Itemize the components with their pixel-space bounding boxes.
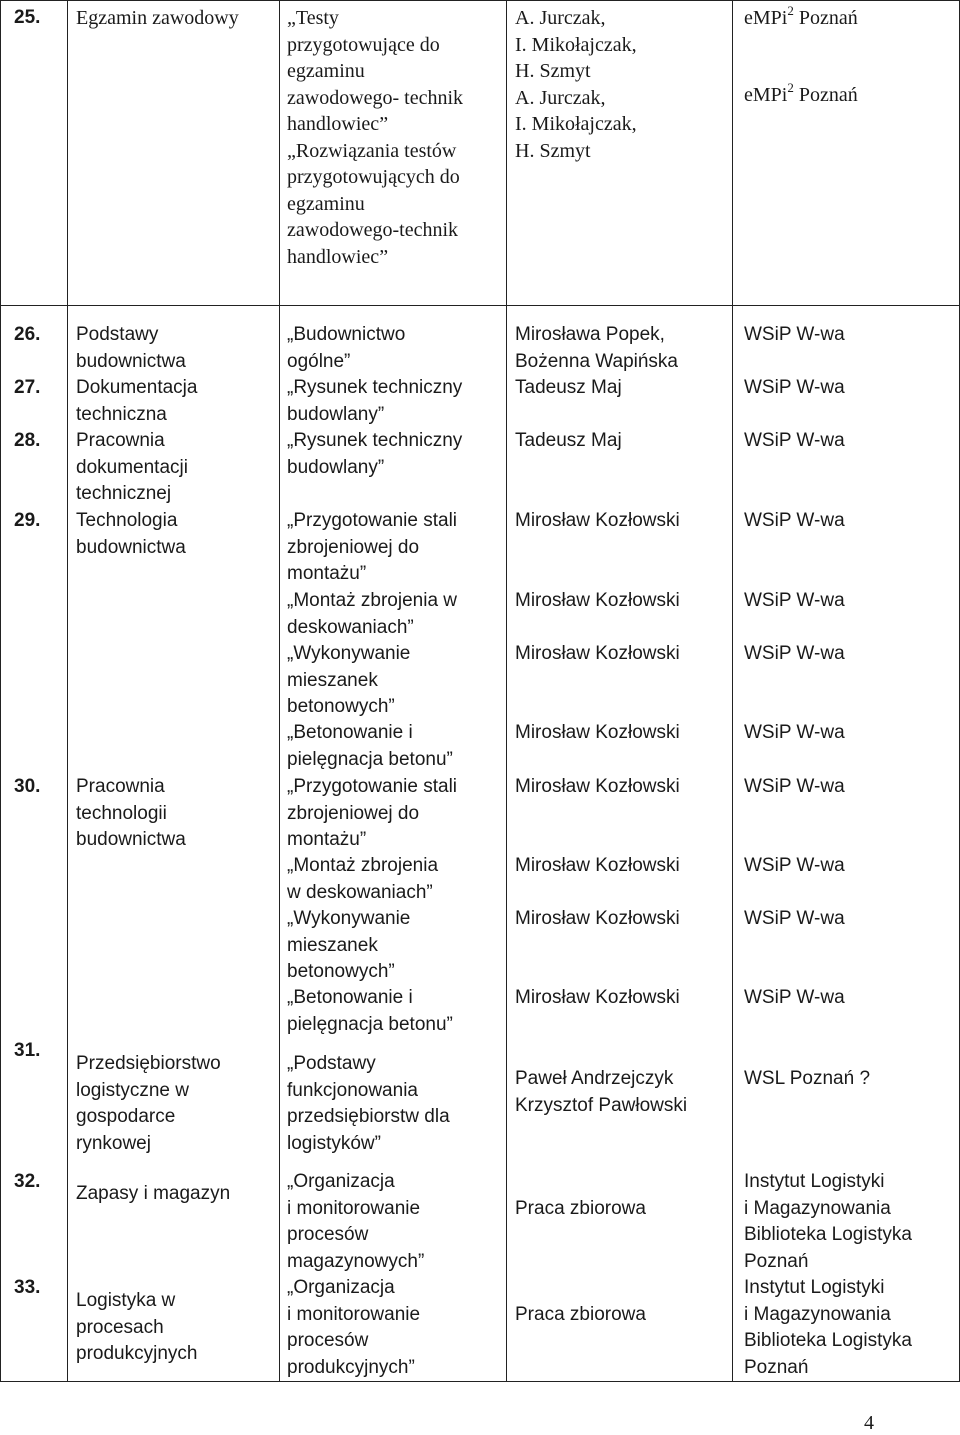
authors: Praca zbiorowa (515, 1198, 646, 1219)
publisher: WSiP W-wa (744, 377, 845, 398)
authors: Mirosław Kozłowski (515, 908, 680, 929)
book-title: „Podstawy funkcjonowania przedsiębiorstw dla logistyków” (287, 1053, 450, 1154)
book-title: „Testy przygotowujące do egzaminu zawodowego- technik handlowiec” „Rozwiązania testów przygotowujących do egzaminu zawodowego-technik handlowiec” (287, 7, 464, 268)
book-title: „Betonowanie i pielęgnacja betonu” (287, 987, 453, 1035)
publisher: WSiP W-wa (744, 855, 845, 876)
book-title: „Rysunek techniczny budowlany” (287, 377, 463, 425)
publisher: eMPi$^2$ Poznań (744, 80, 858, 106)
authors: Mirosław Kozłowski (515, 987, 680, 1008)
publisher: WSL Poznań ? (744, 1068, 871, 1089)
row-number: 31. (14, 1040, 41, 1061)
book-title: „Wykonywanie mieszanek betonowych” (287, 908, 411, 982)
authors: Mirosława Popek, Bożenna Wapińska (515, 324, 679, 372)
page-number: 4 (864, 1412, 874, 1434)
subject: Podstawy budownictwa (76, 324, 186, 372)
book-title: „Organizacja i monitorowanie procesów produkcyjnych” (287, 1277, 421, 1378)
book-title: „Organizacja i monitorowanie procesów magazynowych” (287, 1171, 425, 1272)
book-title: „Budownictwo ogólne” (287, 324, 406, 372)
row-number: 29. (14, 510, 41, 531)
subject: Pracownia dokumentacji technicznej (76, 430, 188, 504)
book-title: „Montaż zbrojenia w deskowaniach” (287, 590, 458, 638)
row-number: 30. (14, 776, 41, 797)
publisher: WSiP W-wa (744, 776, 845, 797)
publisher: WSiP W-wa (744, 722, 845, 743)
authors: A. Jurczak, I. Mikołajczak, H. Szmyt A. Jurczak, I. Mikołajczak, H. Szmyt (515, 7, 637, 162)
authors: Paweł Andrzejczyk Krzysztof Pawłowski (515, 1068, 688, 1116)
book-title: „Wykonywanie mieszanek betonowych” (287, 643, 411, 717)
subject: Zapasy i magazyn (76, 1183, 231, 1204)
publisher: WSiP W-wa (744, 430, 845, 451)
publisher: WSiP W-wa (744, 987, 845, 1008)
row-number: 32. (14, 1171, 41, 1192)
publisher: WSiP W-wa (744, 510, 845, 531)
authors: Praca zbiorowa (515, 1304, 646, 1325)
row-number: 27. (14, 377, 41, 398)
publisher: WSiP W-wa (744, 908, 845, 929)
authors: Mirosław Kozłowski (515, 590, 680, 611)
publisher: WSiP W-wa (744, 590, 845, 611)
authors: Mirosław Kozłowski (515, 776, 680, 797)
subject: Technologia budownictwa (76, 510, 186, 558)
row-number: 25. (14, 7, 41, 28)
book-title: „Rysunek techniczny budowlany” (287, 430, 463, 478)
publisher: WSiP W-wa (744, 643, 845, 664)
book-title: „Betonowanie i pielęgnacja betonu” (287, 722, 453, 770)
authors: Tadeusz Maj (515, 430, 622, 451)
row-number: 33. (14, 1277, 41, 1298)
subject: Dokumentacja techniczna (76, 377, 198, 425)
authors: Mirosław Kozłowski (515, 855, 680, 876)
authors: Mirosław Kozłowski (515, 510, 680, 531)
publisher: Instytut Logistyki i Magazynowania Biblioteka Logistyka Poznań (744, 1277, 912, 1378)
subject: Egzamin zawodowy (76, 7, 239, 29)
publisher: Instytut Logistyki i Magazynowania Biblioteka Logistyka Poznań (744, 1171, 912, 1272)
book-title: „Przygotowanie stali zbrojeniowej do montażu” (287, 776, 458, 850)
book-title: „Montaż zbrojenia w deskowaniach” (287, 855, 439, 903)
publisher: eMPi$^2$ Poznań (744, 3, 858, 29)
authors: Mirosław Kozłowski (515, 643, 680, 664)
row-number: 28. (14, 430, 41, 451)
publisher: WSiP W-wa (744, 324, 845, 345)
subject: Logistyka w procesach produkcyjnych (76, 1290, 198, 1364)
row-number: 26. (14, 324, 41, 345)
authors: Tadeusz Maj (515, 377, 622, 398)
book-title: „Przygotowanie stali zbrojeniowej do montażu” (287, 510, 458, 584)
subject: Przedsiębiorstwo logistyczne w gospodarce rynkowej (76, 1053, 221, 1154)
authors: Mirosław Kozłowski (515, 722, 680, 743)
subject: Pracownia technologii budownictwa (76, 776, 186, 850)
